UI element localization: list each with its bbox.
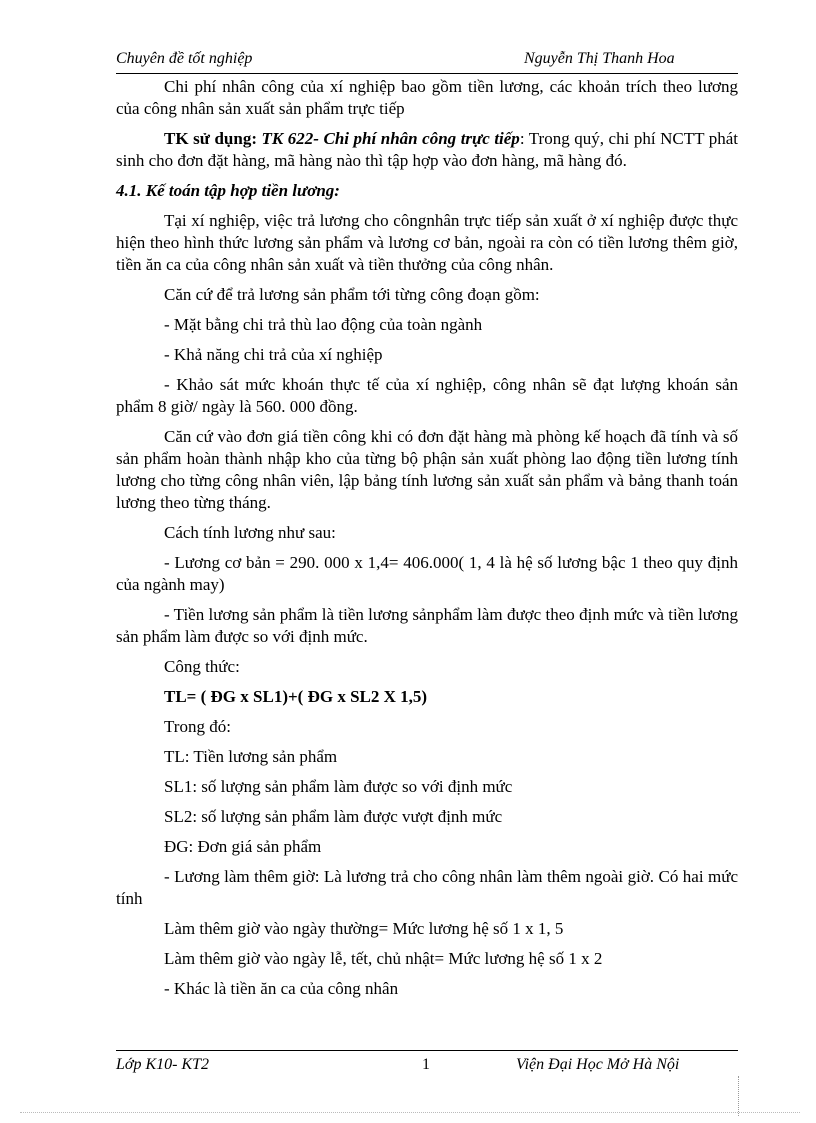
- list-item: - Tiền lương sản phẩm là tiền lương sảnphẩm làm được theo định mức và tiền lương sản phẩm làm được so với định mức.: [116, 605, 738, 646]
- paragraph: Cách tính lương như sau:: [164, 523, 336, 542]
- page-margin-guide: [738, 1076, 739, 1116]
- account-description: : Trong quý, chi phí NCTT phát sinh cho đơn đặt hàng, mã hàng nào thì tập hợp vào đơn hàng, mã hàng đó.: [116, 129, 738, 170]
- page-bottom-guide: [20, 1112, 800, 1113]
- page-footer: [116, 1056, 738, 1078]
- formula: TL= ( ĐG x SL1)+( ĐG x SL2 X 1,5): [164, 687, 428, 706]
- list-item: - Khảo sát mức khoán thực tế của xí nghiệp, công nhân sẽ đạt lượng khoán sản phẩm 8 giờ/ ngày là 560. 000 đồng.: [116, 375, 738, 416]
- account-label: TK sử dụng:: [164, 129, 262, 148]
- definition-item: ĐG: Đơn giá sản phẩm: [164, 837, 322, 856]
- footer-institution: Viện Đại Học Mở Hà Nội: [516, 1056, 680, 1073]
- definition-item: SL1: số lượng sản phẩm làm được so với định mức: [164, 777, 513, 796]
- paragraph: Căn cứ vào đơn giá tiền công khi có đơn đặt hàng mà phòng kế hoạch đã tính và số sản phẩm hoàn thành nhập kho của từng bộ phận sản xuất phòng lao động tiền lương tính lương cho từng công nhân viên, lập bảng tính lương sản xuất sản phẩm và bảng thanh toán lương theo từng tháng.: [116, 427, 738, 512]
- paragraph: Căn cứ để trả lương sản phẩm tới từng công đoạn gồm:: [164, 285, 540, 304]
- definition-item: TL: Tiền lương sản phẩm: [164, 747, 338, 766]
- list-item: - Lương làm thêm giờ: Là lương trả cho công nhân làm thêm ngoài giờ. Có hai mức tính: [116, 867, 738, 908]
- header-author: Nguyễn Thị Thanh Hoa: [524, 50, 675, 67]
- header-rule: [116, 73, 738, 74]
- paragraph: Công thức:: [164, 657, 240, 676]
- page-number: 1: [422, 1056, 430, 1073]
- list-item: - Khả năng chi trả của xí nghiệp: [164, 345, 383, 364]
- paragraph: Tại xí nghiệp, việc trả lương cho côngnhân trực tiếp sản xuất ở xí nghiệp được thực hiện theo hình thức lương sản phẩm và lương cơ bản, ngoài ra còn có tiền lương thêm giờ, tiền ăn ca của công nhân sản xuất và tiền thưởng của công nhân.: [116, 211, 738, 274]
- header-left-title: Chuyên đề tốt nghiệp: [116, 50, 253, 67]
- section-heading: 4.1. Kế toán tập hợp tiền lương:: [116, 181, 340, 200]
- paragraph: Làm thêm giờ vào ngày lễ, tết, chủ nhật= Mức lương hệ số 1 x 2: [164, 949, 603, 968]
- paragraph: Trong đó:: [164, 717, 231, 736]
- document-body: [116, 76, 738, 1008]
- list-item: - Khác là tiền ăn ca của công nhân: [164, 979, 399, 998]
- definition-item: SL2: số lượng sản phẩm làm được vượt định mức: [164, 807, 503, 826]
- list-item: - Lương cơ bản = 290. 000 x 1,4= 406.000( 1, 4 là hệ số lương bậc 1 theo quy định của ngành may): [116, 553, 738, 594]
- account-name: TK 622- Chi phí nhân công trực tiếp: [261, 129, 520, 148]
- paragraph: Làm thêm giờ vào ngày thường= Mức lương hệ số 1 x 1, 5: [164, 919, 564, 938]
- list-item: - Mặt bằng chi trả thù lao động của toàn ngành: [164, 315, 483, 334]
- paragraph: Chi phí nhân công của xí nghiệp bao gồm tiền lương, các khoản trích theo lương của công nhân sản xuất sản phẩm trực tiếp: [116, 77, 738, 118]
- footer-rule: [116, 1050, 738, 1051]
- footer-class: Lớp K10- KT2: [116, 1056, 210, 1073]
- page-header: [116, 50, 736, 72]
- account-paragraph: [116, 128, 738, 172]
